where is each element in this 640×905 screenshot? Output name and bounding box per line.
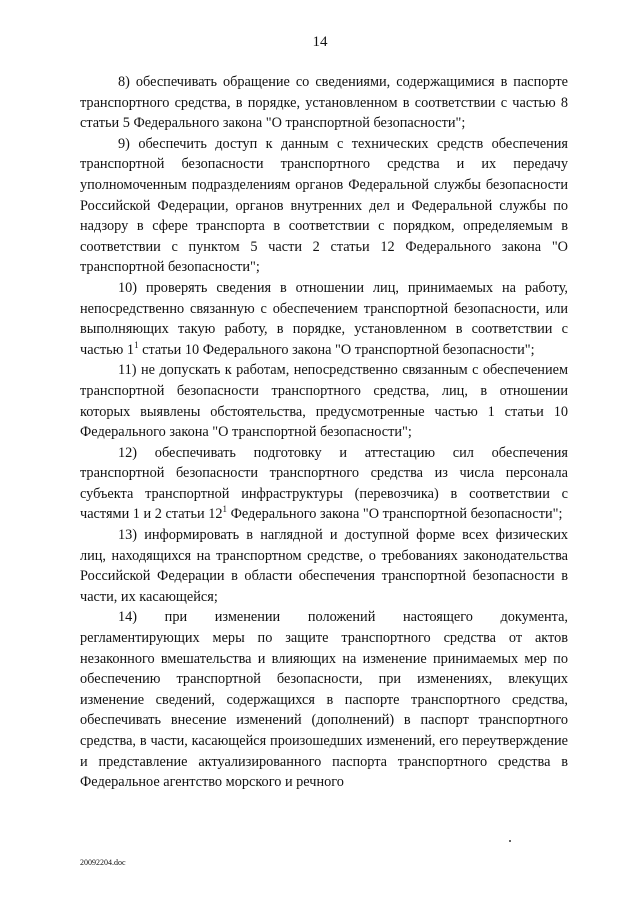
clause-9-text: 9) обеспечить доступ к данным с технических средств обеспечения транспортной безопасности транспортного средства и их передачу уполномоченным подразделениям органов Федеральной службы безопасности Российской Федерации, органов внутренних дел и Федеральной службы по надзору в сфере транспорта в соответствии с порядком, определяемым в соответствии с пунктом 5 части 2 статьи 12 Федерального закона "О транспортной безопасности"; xyxy=(80,135,568,276)
document-body xyxy=(80,72,568,793)
page-number: 14 xyxy=(312,34,328,50)
clause-10-text-end: статьи 10 Федерального закона "О транспортной безопасности"; xyxy=(138,341,535,358)
clause-12-text-end: Федерального закона "О транспортной безопасности"; xyxy=(227,506,563,523)
clause-12 xyxy=(80,443,568,525)
clause-10 xyxy=(80,278,568,360)
stray-dot xyxy=(509,840,511,842)
clause-8 xyxy=(80,72,568,134)
clause-8-text: 8) обеспечивать обращение со сведениями, содержащимися в паспорте транспортного средства, в порядке, установленном в соответствии с частью 8 статьи 5 Федерального закона "О транспортной безопасности"; xyxy=(80,74,568,132)
clause-14 xyxy=(80,607,568,792)
clause-9 xyxy=(80,134,568,278)
clause-13 xyxy=(80,525,568,607)
clause-10-text: 10) проверять сведения в отношении лиц, принимаемых на работу, непосредственно связанную с обеспечением транспортной безопасности, или выполняющих такую работу, в порядке, установленном в соответствии с частью 1 xyxy=(80,279,568,358)
clause-11-text: 11) не допускать к работам, непосредственно связанным с обеспечением транспортной безопасности транспортного средства, лиц, в отношении которых выявлены обстоятельства, предусмотренные частью 1 статьи 10 Федерального закона "О транспортной безопасности"; xyxy=(80,362,568,441)
clause-13-text: 13) информировать в наглядной и доступной форме всех физических лиц, находящихся на транспортном средстве, о требованиях законодательства Российской Федерации в области обеспечения транспортной безопасности в части, их касающейся; xyxy=(80,527,568,605)
superscript: 1 xyxy=(222,504,227,515)
clause-14-text: 14) при изменении положений настоящего документа, регламентирующих меры по защите транспортного средства от актов незаконного вмешательства и влияющих на изменение принимаемых мер по обеспечению транспортной безопасности, при изменениях, влекущих изменение сведений, содержащихся в паспорте транспортного средства, обеспечивать внесение изменений (дополнений) в паспорт транспортного средства, в части, касающейся произошедших изменений, его переутверждение и представление актуализированного паспорта транспортного средства в Федеральное агентство морского и речного xyxy=(80,609,568,791)
clause-11 xyxy=(80,360,568,442)
footer-file-name: 20092204.doc xyxy=(80,858,126,867)
clause-12-text: 12) обеспечивать подготовку и аттестацию сил обеспечения транспортной безопасности транспортного средства из числа персонала субъекта транспортной инфраструктуры (перевозчика) в соответствии с частями 1 и 2 статьи 12 xyxy=(80,444,568,523)
superscript: 1 xyxy=(134,339,139,350)
